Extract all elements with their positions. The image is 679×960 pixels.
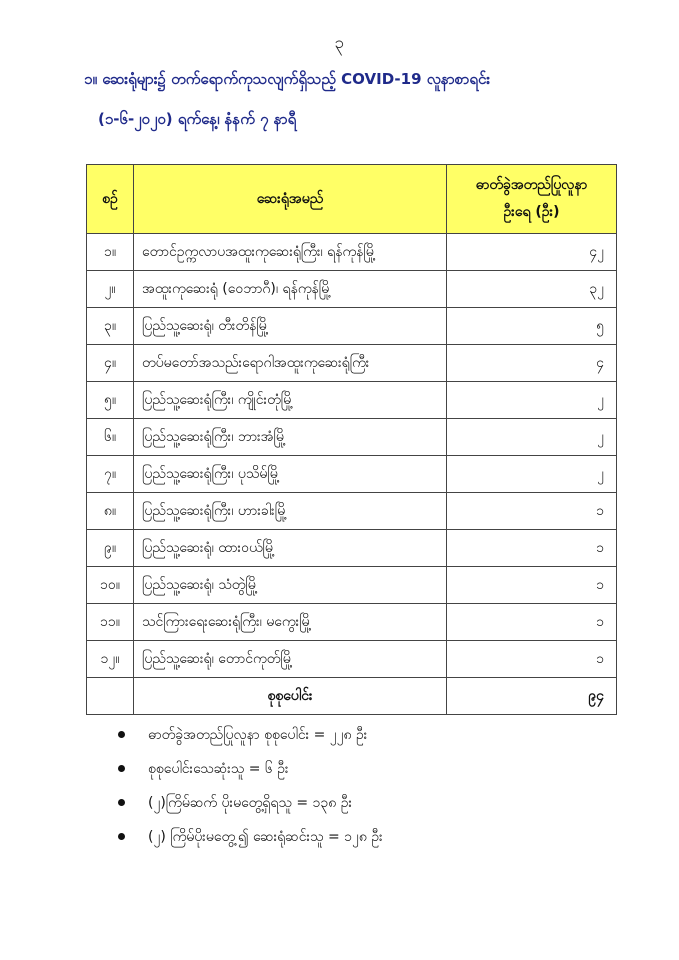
- table-body: [87, 234, 617, 715]
- hospital-name: တပ်မတော်အသည်းရောဂါအထူးကုဆေးရုံကြီး: [134, 345, 447, 382]
- patient-count: ၁: [447, 567, 617, 604]
- patient-count: ၂: [447, 456, 617, 493]
- hospital-name: ပြည်သူ့ဆေးရုံ၊ ထားဝယ်မြို့: [134, 530, 447, 567]
- row-number: ၅။: [87, 382, 134, 419]
- row-number: ၁၀။: [87, 567, 134, 604]
- hospital-name: ပြည်သူ့ဆေးရုံ၊ တီးတိန်မြို့: [134, 308, 447, 345]
- total-empty-cell: [87, 678, 134, 715]
- row-number: ၁၂။: [87, 641, 134, 678]
- patient-count: ၁: [447, 604, 617, 641]
- row-number: ၉။: [87, 530, 134, 567]
- summary-notes: [118, 725, 383, 861]
- header-count-line2: ဦးရေ (ဦး): [503, 204, 560, 220]
- table-row: [87, 419, 617, 456]
- patient-count: ၂: [447, 419, 617, 456]
- patient-count: ၃၂: [447, 271, 617, 308]
- hospital-name: ပြည်သူ့ဆေးရုံ၊ တောင်ကုတ်မြို့: [134, 641, 447, 678]
- table-row: [87, 493, 617, 530]
- hospital-name: ပြည်သူ့ဆေးရုံကြီး၊ ဘားအံမြို့: [134, 419, 447, 456]
- row-number: ၇။: [87, 456, 134, 493]
- hospital-name: တောင်ဥက္ကလာပအထူးကုဆေးရုံကြီး၊ ရန်ကုန်မြို့: [134, 234, 447, 271]
- summary-note-text: ဓာတ်ခွဲအတည်ပြုလူနာ စုစုပေါင်း = ၂၂၈ ဦး: [148, 727, 368, 743]
- patient-count: ၂: [447, 382, 617, 419]
- report-date: (၁-၆-၂၀၂၀) ရက်နေ့၊ နံနက် ၇ နာရီ: [98, 110, 297, 128]
- summary-note-text: စုစုပေါင်းသေဆုံးသူ = ၆ ဦး: [148, 761, 289, 777]
- summary-note-text: (၂)ကြိမ်ဆက် ပိုးမတွေ့ရှိရသူ = ၁၃၈ ဦး: [148, 795, 353, 811]
- table-row: [87, 234, 617, 271]
- patient-count: ၁: [447, 641, 617, 678]
- table-row: [87, 271, 617, 308]
- row-number: ၆။: [87, 419, 134, 456]
- bullet-icon: [118, 833, 125, 840]
- bullet-icon: [118, 799, 125, 806]
- summary-note: [118, 793, 383, 827]
- patient-count: ၄၂: [447, 234, 617, 271]
- bullet-icon: [118, 731, 125, 738]
- hospital-name: အထူးကုဆေးရုံ (ဝေဘာဂီ)၊ ရန်ကုန်မြို့: [134, 271, 447, 308]
- patient-count: ၅: [447, 308, 617, 345]
- summary-note: [118, 759, 383, 793]
- patient-table: [86, 164, 617, 715]
- patient-count: ၄: [447, 345, 617, 382]
- summary-note: [118, 725, 383, 759]
- table-row: [87, 345, 617, 382]
- table-row: [87, 382, 617, 419]
- hospital-name: ပြည်သူ့ဆေးရုံ၊ သံတွဲမြို့: [134, 567, 447, 604]
- table-row: [87, 530, 617, 567]
- row-number: ၃။: [87, 308, 134, 345]
- summary-note: [118, 827, 383, 861]
- total-count: ၉၄: [447, 678, 617, 715]
- row-number: ၈။: [87, 493, 134, 530]
- page-number: ၃: [334, 33, 345, 53]
- hospital-name: သင်ကြားရေးဆေးရုံကြီး၊ မကွေးမြို့: [134, 604, 447, 641]
- table-header-row: [87, 165, 617, 234]
- header-count-line1: ဓာတ်ခွဲအတည်ပြုလူနာ: [475, 177, 588, 193]
- bullet-icon: [118, 765, 125, 772]
- row-number: ၄။: [87, 345, 134, 382]
- table-row: [87, 308, 617, 345]
- report-title: ၁။ ဆေးရုံများ၌ တက်ရောက်ကုသလျက်ရှိသည့် COVID-19 လူနာစာရင်း: [84, 70, 491, 88]
- row-number: ၂။: [87, 271, 134, 308]
- header-hospital: ဆေးရုံအမည်: [134, 165, 447, 234]
- row-number: ၁။: [87, 234, 134, 271]
- table-row: [87, 456, 617, 493]
- patient-count: ၁: [447, 530, 617, 567]
- table-row: [87, 641, 617, 678]
- total-label: စုစုပေါင်း: [134, 678, 447, 715]
- table-row: [87, 604, 617, 641]
- header-no: စဉ်: [87, 165, 134, 234]
- hospital-name: ပြည်သူ့ဆေးရုံကြီး၊ ပုသိမ်မြို့: [134, 456, 447, 493]
- table-row: [87, 567, 617, 604]
- hospital-name: ပြည်သူ့ဆေးရုံကြီး၊ ကျိုင်းတုံမြို့: [134, 382, 447, 419]
- summary-note-text: (၂) ကြိမ်ပိုးမတွေ့၍ ဆေးရုံဆင်းသူ = ၁၂၈ ဦး: [148, 829, 383, 845]
- row-number: ၁၁။: [87, 604, 134, 641]
- total-row: [87, 678, 617, 715]
- patient-count: ၁: [447, 493, 617, 530]
- hospital-name: ပြည်သူ့ဆေးရုံကြီး၊ ဟားခါးမြို့: [134, 493, 447, 530]
- header-count: [447, 165, 617, 234]
